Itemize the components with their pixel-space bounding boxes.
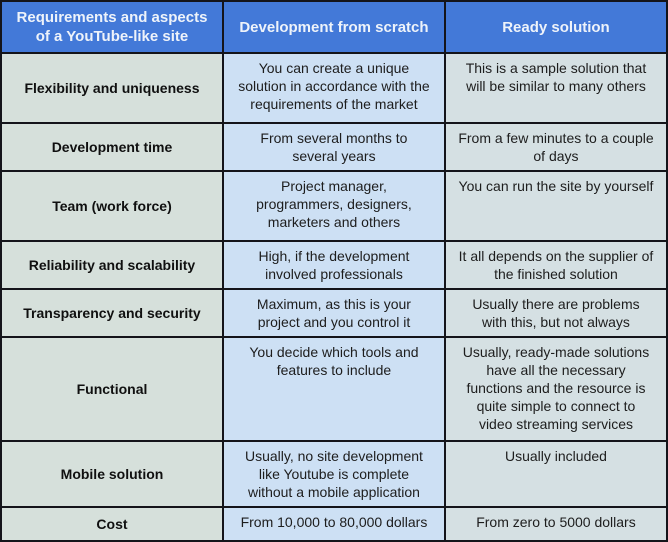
ready-cell: You can run the site by yourself [445,171,667,241]
table-row [1,241,667,289]
table-row [1,337,667,441]
aspect-cell: Mobile solution [1,441,223,507]
aspect-cell: Flexibility and uniqueness [1,53,223,123]
scratch-cell: From 10,000 to 80,000 dollars [223,507,445,541]
scratch-cell: From several months to several years [223,123,445,171]
ready-cell: It all depends on the supplier of the finished solution [445,241,667,289]
header-row [1,1,667,53]
ready-cell: This is a sample solution that will be similar to many others [445,53,667,123]
table-row [1,171,667,241]
ready-cell: From zero to 5000 dollars [445,507,667,541]
scratch-cell: You can create a unique solution in accordance with the requirements of the market [223,53,445,123]
aspect-cell: Cost [1,507,223,541]
aspect-cell: Functional [1,337,223,441]
header-cell-scratch: Development from scratch [223,1,445,53]
aspect-cell: Development time [1,123,223,171]
aspect-cell: Reliability and scalability [1,241,223,289]
table-row [1,289,667,337]
table-row [1,123,667,171]
ready-cell: Usually there are problems with this, but not always [445,289,667,337]
ready-cell: From a few minutes to a couple of days [445,123,667,171]
scratch-cell: Usually, no site development like Youtube is complete without a mobile application [223,441,445,507]
table-row [1,53,667,123]
scratch-cell: You decide which tools and features to include [223,337,445,441]
scratch-cell: High, if the development involved professionals [223,241,445,289]
table-row [1,507,667,541]
scratch-cell: Project manager, programmers, designers, marketers and others [223,171,445,241]
aspect-cell: Transparency and security [1,289,223,337]
aspect-cell: Team (work force) [1,171,223,241]
ready-cell: Usually, ready-made solutions have all the necessary functions and the resource is quite simple to connect to video streaming services [445,337,667,441]
table-row [1,441,667,507]
scratch-cell: Maximum, as this is your project and you control it [223,289,445,337]
header-cell-aspects: Requirements and aspects of a YouTube-like site [1,1,223,53]
header-cell-ready: Ready solution [445,1,667,53]
ready-cell: Usually included [445,441,667,507]
